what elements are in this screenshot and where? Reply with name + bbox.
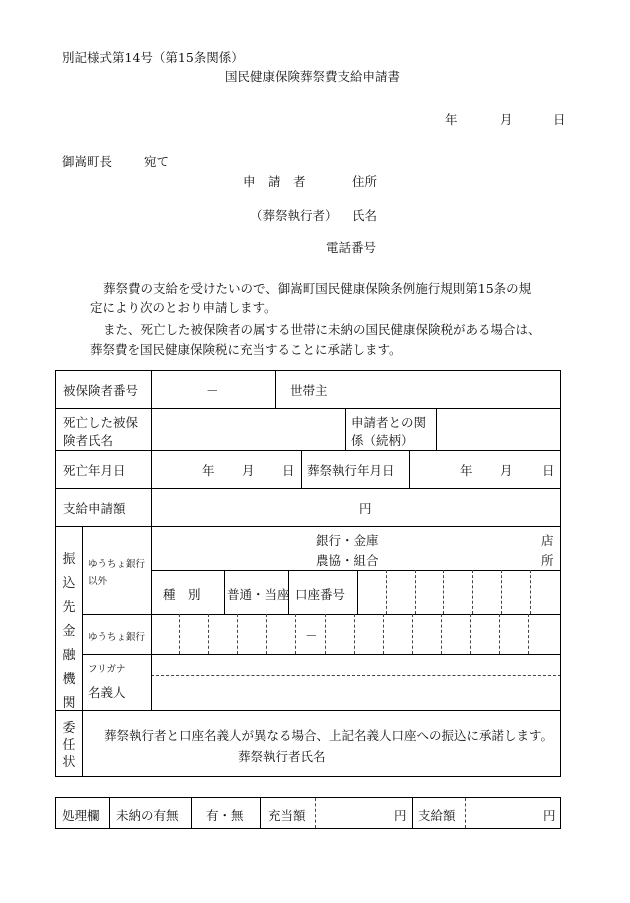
body-para2-line1: また、死亡した被保険者の属する世帯に未納の国民健康保険税がある場合は、	[103, 322, 541, 337]
death-year: 年	[202, 463, 215, 478]
funeral-month: 月	[500, 463, 513, 478]
applicant-phone-label: 電話番号	[326, 240, 377, 255]
applicant-name-label: 氏名	[352, 208, 378, 223]
yucho-dash: －	[305, 628, 318, 643]
applicant-label: 申 請 者	[243, 174, 306, 189]
body-para1-line2: 定により次のとおり申請します。	[90, 300, 277, 315]
applicant-role: （葬祭執行者）	[250, 208, 338, 223]
paid-amount-label: 支給額	[418, 808, 456, 823]
funeral-day: 日	[542, 463, 555, 478]
yucho-label: ゆうちょ銀行	[88, 632, 146, 643]
bank-kinds: 銀行・金庫	[316, 533, 379, 548]
household-head-label: 世帯主	[290, 383, 328, 398]
account-type-label: 種 別	[163, 587, 201, 602]
body-para1-line1: 葬祭費の支給を受けたいので、御嵩町国民健康保険条例施行規則第15条の規	[103, 281, 532, 296]
amount-yen: 円	[359, 501, 372, 516]
relation-label-2: 係（続柄）	[351, 433, 414, 448]
paid-yen: 円	[543, 808, 556, 823]
form-title: 国民健康保険葬祭費支給申請書	[225, 69, 401, 84]
account-number-label: 口座番号	[295, 587, 346, 602]
applicant-address-label: 住所	[352, 174, 378, 189]
application-table	[55, 370, 561, 777]
proxy-sign-label: 葬祭執行者氏名	[238, 749, 326, 764]
addressee-honorific: 宛て	[144, 154, 170, 169]
funeral-date-label: 葬祭執行年月日	[307, 463, 395, 478]
branch-label: 店	[541, 533, 554, 548]
death-day: 日	[282, 463, 295, 478]
coop-kinds: 農協・組合	[316, 553, 379, 568]
insured-number-dash: －	[206, 383, 219, 398]
deceased-name-label-1: 死亡した被保	[63, 415, 139, 430]
non-yucho-label-2: 以外	[88, 576, 108, 587]
unpaid-label: 未納の有無	[116, 808, 179, 823]
applied-amount-label: 充当額	[268, 808, 306, 823]
deceased-name-label-2: 険者氏名	[63, 433, 114, 448]
body-para2-line2: 葬祭費を国民健康保険税に充当することに承諾します。	[90, 342, 402, 357]
amount-label: 支給申請額	[63, 501, 126, 516]
relation-label-1: 申請者との関	[351, 415, 427, 430]
account-type-value: 普通・当座	[227, 587, 290, 602]
date-year: 年	[445, 112, 458, 127]
holder-label: 名義人	[88, 685, 126, 700]
proxy-text: 葬祭執行者と口座名義人が異なる場合、上記名義人口座への振込に承諾します。	[104, 728, 554, 743]
form-number: 別記様式第14号（第15条関係）	[62, 50, 244, 65]
processing-label: 処理欄	[62, 808, 100, 823]
non-yucho-label-1: ゆうちょ銀行	[88, 559, 146, 570]
bank-section-label: 振 込 先 金 融 機 関	[62, 552, 76, 711]
death-month: 月	[242, 463, 255, 478]
death-date-label: 死亡年月日	[63, 463, 126, 478]
date-day: 日	[553, 112, 566, 127]
furigana-label: フリガナ	[88, 664, 126, 675]
yes-no-value: 有・無	[206, 808, 244, 823]
insured-number-label: 被保険者番号	[63, 383, 139, 398]
addressee-mayor: 御嵩町長	[62, 154, 113, 169]
date-month: 月	[500, 112, 513, 127]
processing-table	[55, 797, 561, 829]
proxy-section-label: 委 任 状	[62, 721, 76, 770]
office-label: 所	[541, 553, 554, 568]
applied-yen: 円	[394, 808, 407, 823]
funeral-year: 年	[460, 463, 473, 478]
